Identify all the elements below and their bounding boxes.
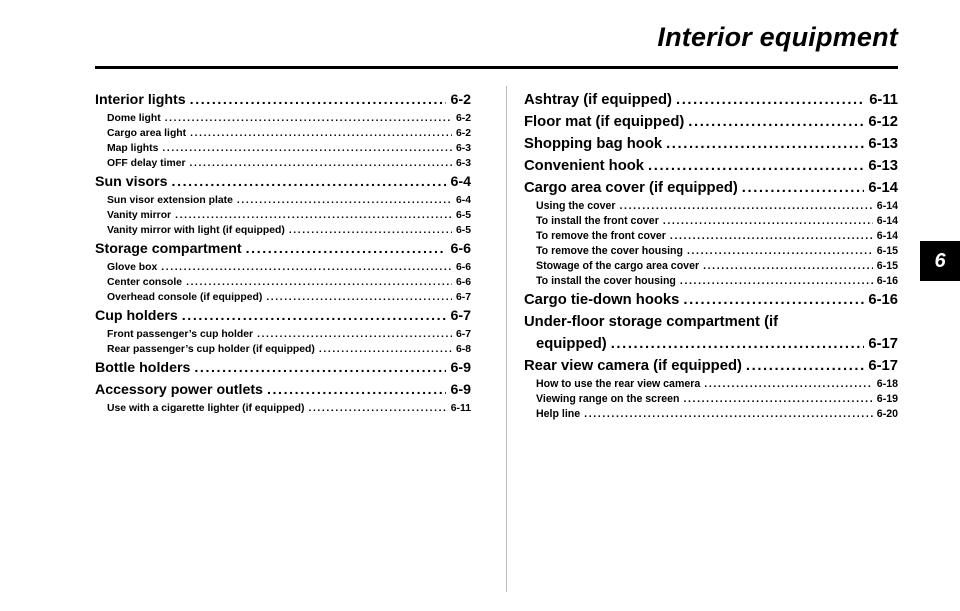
dot-leader bbox=[190, 156, 452, 171]
toc-subsection-entry[interactable] bbox=[95, 193, 471, 208]
toc-subsection-entry[interactable] bbox=[95, 126, 471, 141]
chapter-tab[interactable]: 6 bbox=[920, 241, 960, 281]
toc-entry-page: 6-19 bbox=[876, 393, 898, 405]
toc-entry-page: 6-11 bbox=[869, 92, 898, 108]
toc-entry-label: Map lights bbox=[107, 143, 159, 154]
toc-entry-label: Accessory power outlets bbox=[95, 382, 263, 398]
toc-section-entry[interactable] bbox=[95, 379, 471, 401]
dot-leader bbox=[289, 223, 452, 238]
toc-entry-label: Vanity mirror with light (if equipped) bbox=[107, 225, 285, 236]
dot-leader bbox=[683, 392, 872, 407]
dot-leader bbox=[186, 275, 452, 290]
dot-leader bbox=[161, 260, 452, 275]
toc-entry-page: 6-14 bbox=[876, 200, 898, 212]
toc-section-entry[interactable] bbox=[524, 289, 898, 311]
toc-subsection-entry[interactable] bbox=[95, 111, 471, 126]
toc-left-column bbox=[95, 89, 471, 416]
toc-entry-label: OFF delay timer bbox=[107, 158, 186, 169]
toc-entry-label: Shopping bag hook bbox=[524, 136, 663, 152]
toc-entry-label: Sun visors bbox=[95, 174, 168, 190]
toc-subsection-entry[interactable] bbox=[524, 259, 898, 274]
toc-entry-page: 6-13 bbox=[868, 158, 898, 174]
toc-subsection-entry[interactable] bbox=[95, 156, 471, 171]
toc-subsection-entry[interactable] bbox=[95, 327, 471, 342]
title-rule bbox=[95, 66, 898, 69]
toc-section-entry[interactable] bbox=[524, 89, 898, 111]
toc-entry-page: 6-3 bbox=[455, 143, 471, 154]
toc-section-entry[interactable] bbox=[524, 111, 898, 133]
toc-entry-page: 6-6 bbox=[450, 241, 471, 257]
toc-entry-label: Use with a cigarette lighter (if equipped) bbox=[107, 403, 305, 414]
dot-leader bbox=[190, 89, 447, 111]
toc-entry-page: 6-5 bbox=[455, 210, 471, 221]
toc-entry-page: 6-7 bbox=[455, 292, 471, 303]
toc-entry-label: To install the cover housing bbox=[536, 275, 676, 287]
dot-leader bbox=[742, 177, 865, 199]
toc-entry-page: 6-7 bbox=[450, 308, 471, 324]
dot-leader bbox=[165, 111, 452, 126]
toc-entry-label: Overhead console (if equipped) bbox=[107, 292, 263, 303]
toc-entry-page: 6-8 bbox=[455, 344, 471, 355]
dot-leader bbox=[619, 199, 872, 214]
toc-entry-label: Viewing range on the screen bbox=[536, 393, 680, 405]
toc-entry-label: Front passenger’s cup holder bbox=[107, 329, 254, 340]
toc-entry-page: 6-17 bbox=[868, 336, 898, 352]
toc-subsection-entry[interactable] bbox=[524, 407, 898, 422]
toc-section-entry[interactable] bbox=[95, 305, 471, 327]
toc-subsection-entry[interactable] bbox=[524, 377, 898, 392]
toc-section-entry[interactable] bbox=[95, 238, 471, 260]
toc-entry-label: equipped) bbox=[536, 336, 607, 352]
toc-entry-label: Vanity mirror bbox=[107, 210, 172, 221]
toc-subsection-entry[interactable] bbox=[95, 208, 471, 223]
toc-subsection-entry[interactable] bbox=[95, 290, 471, 305]
toc-subsection-entry[interactable] bbox=[95, 260, 471, 275]
toc-entry-page: 6-16 bbox=[868, 292, 898, 308]
toc-entry-label: Rear view camera (if equipped) bbox=[524, 358, 742, 374]
dot-leader bbox=[182, 305, 447, 327]
dot-leader bbox=[190, 126, 452, 141]
dot-leader bbox=[267, 379, 447, 401]
toc-entry-page: 6-12 bbox=[868, 114, 898, 130]
toc-entry-label: Stowage of the cargo area cover bbox=[536, 260, 700, 272]
toc-subsection-entry[interactable] bbox=[524, 229, 898, 244]
dot-leader bbox=[688, 111, 864, 133]
toc-entry-page: 6-16 bbox=[876, 275, 898, 287]
toc-entry-page: 6-4 bbox=[455, 195, 471, 206]
dot-leader bbox=[308, 401, 446, 416]
toc-entry-label: Rear passenger’s cup holder (if equipped) bbox=[107, 344, 315, 355]
toc-subsection-entry[interactable] bbox=[524, 392, 898, 407]
dot-leader bbox=[670, 229, 873, 244]
toc-entry-label: Cargo area light bbox=[107, 128, 187, 139]
toc-section-entry[interactable] bbox=[95, 171, 471, 193]
toc-entry-label: To remove the front cover bbox=[536, 230, 666, 242]
column-divider bbox=[506, 86, 507, 592]
dot-leader bbox=[683, 289, 864, 311]
toc-section-entry[interactable] bbox=[95, 89, 471, 111]
dot-leader bbox=[663, 214, 873, 229]
toc-entry-page: 6-9 bbox=[450, 360, 471, 376]
toc-entry-page: 6-7 bbox=[455, 329, 471, 340]
toc-entry-page: 6-5 bbox=[455, 225, 471, 236]
toc-entry-page: 6-4 bbox=[450, 174, 471, 190]
toc-subsection-entry[interactable] bbox=[524, 274, 898, 289]
toc-entry-label: Convenient hook bbox=[524, 158, 645, 174]
toc-entry-page: 6-20 bbox=[876, 408, 898, 420]
toc-subsection-entry[interactable] bbox=[95, 223, 471, 238]
toc-entry-page: 6-9 bbox=[450, 382, 471, 398]
toc-entry-page: 6-13 bbox=[868, 136, 898, 152]
toc-entry-label: Bottle holders bbox=[95, 360, 191, 376]
dot-leader bbox=[704, 377, 873, 392]
dot-leader bbox=[611, 333, 865, 355]
toc-section-entry[interactable] bbox=[524, 155, 898, 177]
dot-leader bbox=[266, 290, 452, 305]
dot-leader bbox=[703, 259, 873, 274]
toc-entry-label: Ashtray (if equipped) bbox=[524, 92, 672, 108]
toc-entry-label: Center console bbox=[107, 277, 183, 288]
toc-subsection-entry[interactable] bbox=[95, 275, 471, 290]
toc-entry-label: Cup holders bbox=[95, 308, 178, 324]
toc-entry-page: 6-3 bbox=[455, 158, 471, 169]
toc-entry-label: Floor mat (if equipped) bbox=[524, 114, 685, 130]
dot-leader bbox=[648, 155, 864, 177]
toc-entry-page: 6-2 bbox=[455, 113, 471, 124]
toc-entry-label: Cargo tie-down hooks bbox=[524, 292, 680, 308]
toc-entry-page: 6-15 bbox=[876, 245, 898, 257]
dot-leader bbox=[237, 193, 452, 208]
toc-section-entry[interactable] bbox=[524, 355, 898, 377]
toc-entry-page: 6-14 bbox=[868, 180, 898, 196]
toc-right-column bbox=[524, 89, 898, 422]
toc-entry-label: Dome light bbox=[107, 113, 161, 124]
toc-entry[interactable] bbox=[524, 333, 898, 355]
toc-entry-label: How to use the rear view camera bbox=[536, 378, 701, 390]
dot-leader bbox=[319, 342, 452, 357]
toc-entry-label: Sun visor extension plate bbox=[107, 195, 233, 206]
dot-leader bbox=[246, 238, 447, 260]
toc-entry-label: Interior lights bbox=[95, 92, 186, 108]
toc-section-entry[interactable] bbox=[524, 133, 898, 155]
toc-entry-page: 6-2 bbox=[455, 128, 471, 139]
toc-entry-label: Help line bbox=[536, 408, 581, 420]
dot-leader bbox=[687, 244, 873, 259]
toc-entry-label: To install the front cover bbox=[536, 215, 659, 227]
toc-entry-label: Storage compartment bbox=[95, 241, 242, 257]
toc-subsection-entry[interactable] bbox=[524, 244, 898, 259]
dot-leader bbox=[666, 133, 864, 155]
page-title: Interior equipment bbox=[657, 22, 898, 52]
toc-subsection-entry[interactable] bbox=[95, 342, 471, 357]
dot-leader bbox=[162, 141, 452, 156]
toc-section-entry[interactable] bbox=[95, 357, 471, 379]
dot-leader bbox=[257, 327, 452, 342]
toc-subsection-entry[interactable] bbox=[524, 214, 898, 229]
toc-entry-page: 6-11 bbox=[450, 403, 471, 414]
dot-leader bbox=[676, 89, 865, 111]
toc-subsection-entry[interactable] bbox=[524, 199, 898, 214]
dot-leader bbox=[680, 274, 873, 289]
toc-subsection-entry[interactable] bbox=[95, 401, 471, 416]
dot-leader bbox=[175, 208, 452, 223]
toc-section-entry[interactable] bbox=[524, 177, 898, 199]
toc-entry-label: Using the cover bbox=[536, 200, 616, 212]
toc-entry-page: 6-2 bbox=[450, 92, 471, 108]
dot-leader bbox=[584, 407, 873, 422]
toc-entry-page: 6-14 bbox=[876, 230, 898, 242]
dot-leader bbox=[194, 357, 446, 379]
dot-leader bbox=[746, 355, 864, 377]
toc-entry-page: 6-6 bbox=[455, 277, 471, 288]
toc-entry-page: 6-14 bbox=[876, 215, 898, 227]
toc-entry-label[interactable]: Under-floor storage compartment (if bbox=[524, 314, 779, 330]
toc-subsection-entry[interactable] bbox=[95, 141, 471, 156]
toc-entry-page: 6-15 bbox=[876, 260, 898, 272]
dot-leader bbox=[172, 171, 447, 193]
toc-entry-label: Cargo area cover (if equipped) bbox=[524, 180, 738, 196]
toc-entry-page: 6-18 bbox=[876, 378, 898, 390]
toc-entry-label: To remove the cover housing bbox=[536, 245, 683, 257]
toc-entry-label: Glove box bbox=[107, 262, 158, 273]
toc-entry-page: 6-6 bbox=[455, 262, 471, 273]
toc-entry-page: 6-17 bbox=[868, 358, 898, 374]
